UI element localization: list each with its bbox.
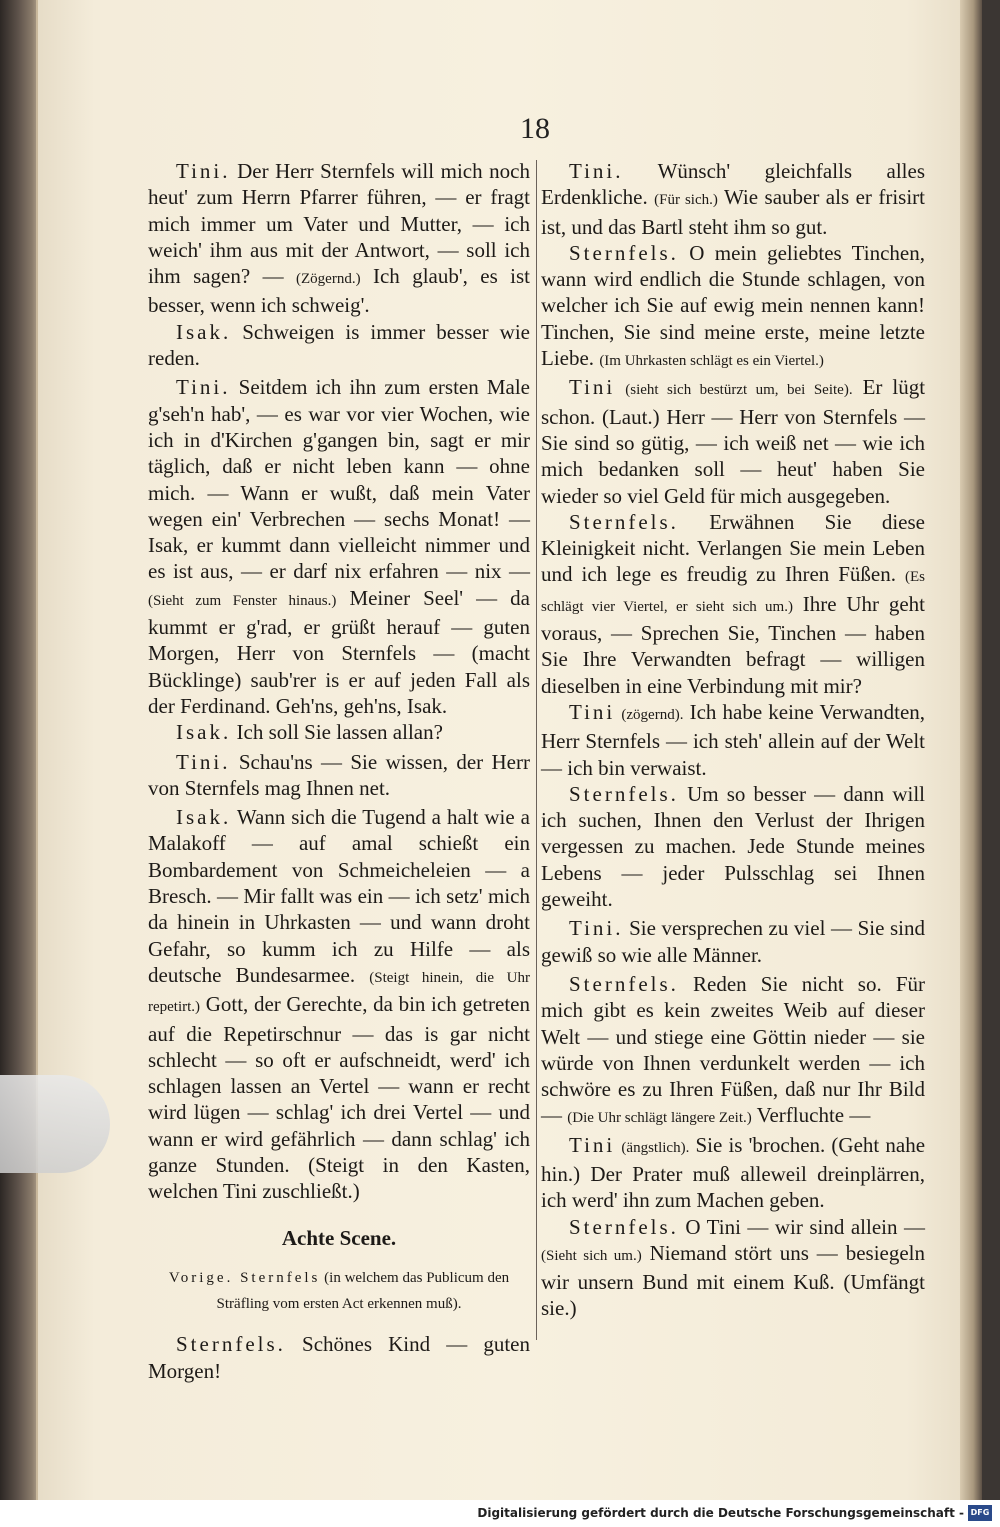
clip-highlight [0, 1075, 110, 1173]
speaker-name: Sternfels. [176, 1332, 286, 1357]
stage-direction: (Zögernd.) [296, 271, 361, 288]
dialogue-continuation: Ihre Uhr geht voraus, — Sprechen Sie, Tinchen — haben Sie Ihre Verwandten befragt — willigen dieselben in eine Verbindung mit mir? [541, 591, 926, 698]
speaker-name: Sternfels. [569, 240, 679, 265]
dialogue-text: Wünsch' gleichfalls alles Erdenkliche. [541, 159, 925, 210]
dialogue-continuation: Niemand stört uns — besiegeln wir unsern Bund mit einem Kuß. (Umfängt sie.) [541, 1240, 926, 1321]
stage-direction: (zögernd). [621, 706, 684, 723]
speaker-name: Tini [569, 699, 616, 724]
dialogue-text: Seitdem ich ihn zum ersten Male g'seh'n hab', — es war vor vier Wochen, wie ich in d'Kirchen g'gangen bin, sagt er mir täglich, daß er nicht leben kann — ohne mich. — Wann er wußt, daß mein Vater wegen ein' Verbrechen — sechs Monat! — Isak, er kummt dann vielleicht nimmer und es ist aus, — er darf nix erfahren — nix — [148, 375, 530, 584]
dialogue-text: Um so besser — dann will ich suchen, Ihnen den Verlust der Ihrigen vergessen zu machen. Jede Stunde meines Lebens — jeder Pulsschlag sei Ihnen geweiht. [541, 781, 925, 912]
dialogue-paragraph [541, 781, 925, 915]
dialogue-paragraph [148, 719, 530, 748]
dialogue-paragraph [148, 319, 530, 375]
stage-direction: (Im Uhrkasten schlägt es ein Viertel.) [599, 353, 824, 370]
left-column [148, 158, 530, 1387]
dialogue-paragraph [148, 804, 530, 1204]
speaker-name: Tini [569, 375, 616, 400]
dialogue-text: O mein geliebtes Tinchen, wann wird endlich die Stunde schlagen, von welcher ich Sie auf ewig mein nennen kann! Tinchen, Sie sind meine erste, meine letzte Liebe. [541, 240, 925, 371]
dialogue-continuation: Meiner Seel' — da kummt er g'rad, er grüßt herauf — guten Morgen, Herr von Sternfels — (macht Bücklinge) saub'rer is er auf jeden Fall als der Ferdinand. Geh'ns, geh'ns, Isak. [148, 585, 530, 718]
stage-direction: (sieht sich bestürzt um, bei Seite). [625, 382, 853, 399]
speaker-name: Tini. [176, 375, 231, 400]
dialogue-continuation: Sie is 'brochen. (Geht nahe hin.) Der Prater muß alleweil dreinplärren, ich werd' ihn zum Machen geben. [541, 1132, 926, 1213]
dialogue-text: Ich soll Sie lassen allan? [236, 720, 443, 745]
speaker-name: Sternfels. [569, 781, 679, 806]
dialogue-continuation: Verfluchte — [756, 1103, 871, 1128]
dialogue-paragraph [541, 915, 925, 971]
dialogue-text: Schönes Kind — guten Morgen! [148, 1332, 530, 1383]
dialogue-text: Reden Sie nicht so. Für mich gibt es kein zweites Weib auf dieser Welt — und stiege eine Göttin nieder — sie würde von Ihnen verdunkelt werden — ich schwöre es zu Ihren Füßen, daß nur Ihr Bild — [541, 971, 925, 1128]
footer [0, 1500, 1000, 1527]
stage-direction: (Die Uhr schlägt längere Zeit.) [567, 1110, 752, 1127]
speaker-name: Tini. [569, 916, 624, 941]
page-edge [960, 0, 982, 1500]
speaker-name: Tini [569, 1132, 616, 1157]
dialogue-paragraph [541, 240, 925, 374]
speaker-name: Sternfels. [569, 509, 679, 534]
dialogue-text: Sie versprechen zu viel — Sie sind gewiß so wie alle Männer. [541, 916, 925, 967]
dialogue-paragraph [541, 374, 925, 508]
stage-direction: (Sieht zum Fenster hinaus.) [148, 592, 337, 609]
dialogue-continuation: Er lügt schon. (Laut.) Herr — Herr von Sternfels — Sie sind so gütig, — ich weiß net — wie ich mich bedanken soll — heut' haben Sie wieder so viel Geld für mich ausgegeben. [541, 375, 926, 508]
dialogue-text: Der Herr Sternfels will mich noch heut' zum Herrn Pfarrer führen, — er fragt mich immer um Vater und Mutter, — ich weich' ihm aus mit der Antwort, — soll ich ihm sagen? — [148, 159, 530, 289]
stage-direction: (Sieht sich um.) [541, 1247, 642, 1264]
dialogue-text: Erwähnen Sie diese Kleinigkeit nicht. Verlangen Sie mein Leben und ich lege es freudig zu Ihren Füßen. [541, 509, 925, 587]
dialogue-paragraph [541, 509, 925, 699]
dialogue-continuation: Wie sauber als er frisirt ist, und das Bartl steht ihm so gut. [541, 185, 925, 239]
right-column [541, 158, 925, 1322]
dialogue-continuation: Ich glaub', es ist besser, wenn ich schweig'. [148, 264, 531, 318]
speaker-name: Sternfels. [569, 971, 679, 996]
scene-heading: Achte Scene. [281, 1225, 397, 1250]
dfg-logo[interactable]: DFG [968, 1505, 992, 1521]
speaker-name: Isak. [176, 720, 232, 745]
dialogue-paragraph [148, 158, 530, 319]
dialogue-paragraph [541, 699, 925, 781]
speaker-name: Tini. [176, 749, 231, 774]
dialogue-paragraph [541, 971, 925, 1132]
dialogue-text: O Tini — wir sind allein — [685, 1214, 925, 1239]
column-rule [536, 160, 537, 1340]
speaker-name: Tini. [176, 159, 231, 183]
dialogue-text: Schweigen is immer besser wie reden. [148, 319, 530, 371]
scene-direction-text: (in welchem das Publicum den Sträfling vom ersten Act erkennen muß). [216, 1269, 510, 1313]
page-number: 18 [520, 112, 550, 145]
dialogue-paragraph [541, 1132, 925, 1214]
scene-direction-speakers: Vorige. Sternfels [168, 1269, 321, 1286]
stage-direction: (ängstlich). [621, 1139, 690, 1156]
stage-direction: (Für sich.) [654, 192, 718, 209]
dialogue-paragraph [148, 749, 530, 805]
footer-text: Digitalisierung gefördert durch die Deutsche Forschungsgemeinschaft - [477, 1506, 964, 1520]
dialogue-continuation: Gott, der Gerechte, da bin ich getreten auf die Repetirschnur — das is gar nicht schlecht — so oft er aufschneidt, werd' ich schlagen lassen an Vertel — wann er recht wird lügen — schlag' ich drei Vertel — und wann er wird gefährlich — dann schlag' ich ganze Stunden. (Steigt in den Kasten, welchen Tini zuschließt.) [148, 992, 530, 1204]
book-spine [0, 0, 40, 1527]
dialogue-continuation: Ich habe keine Verwandten, Herr Sternfels — ich steh' allein auf der Welt — ich bin verwaist. [541, 699, 926, 780]
scene-direction [148, 1265, 530, 1318]
dialogue-text: Schau'ns — Sie wissen, der Herr von Sternfels mag Ihnen net. [148, 749, 530, 800]
stage-direction: (Es schlägt vier Viertel, er sieht sich um.) [541, 569, 925, 615]
dialogue-paragraph [148, 1331, 530, 1387]
speaker-name: Sternfels. [569, 1214, 679, 1239]
dialogue-text: Wann sich die Tugend a halt wie a Malakoff — auf amal schießt ein Bombardement von Schmeicheleien — a Bresch. — Mir fallt was ein — ich setz' mich da hinein in Uhrkasten — und wann droht Gefahr, so kumm ich zu Hilfe — als deutsche Bundesarmee. [148, 805, 530, 987]
dialogue-paragraph [541, 158, 925, 240]
dialogue-paragraph [148, 374, 530, 719]
stage-direction: (Steigt hinein, die Uhr repetirt.) [148, 969, 530, 1016]
dialogue-paragraph [541, 1214, 925, 1322]
speaker-name: Isak. [176, 805, 232, 830]
speaker-name: Isak. [176, 319, 232, 344]
speaker-name: Tini. [569, 159, 624, 183]
